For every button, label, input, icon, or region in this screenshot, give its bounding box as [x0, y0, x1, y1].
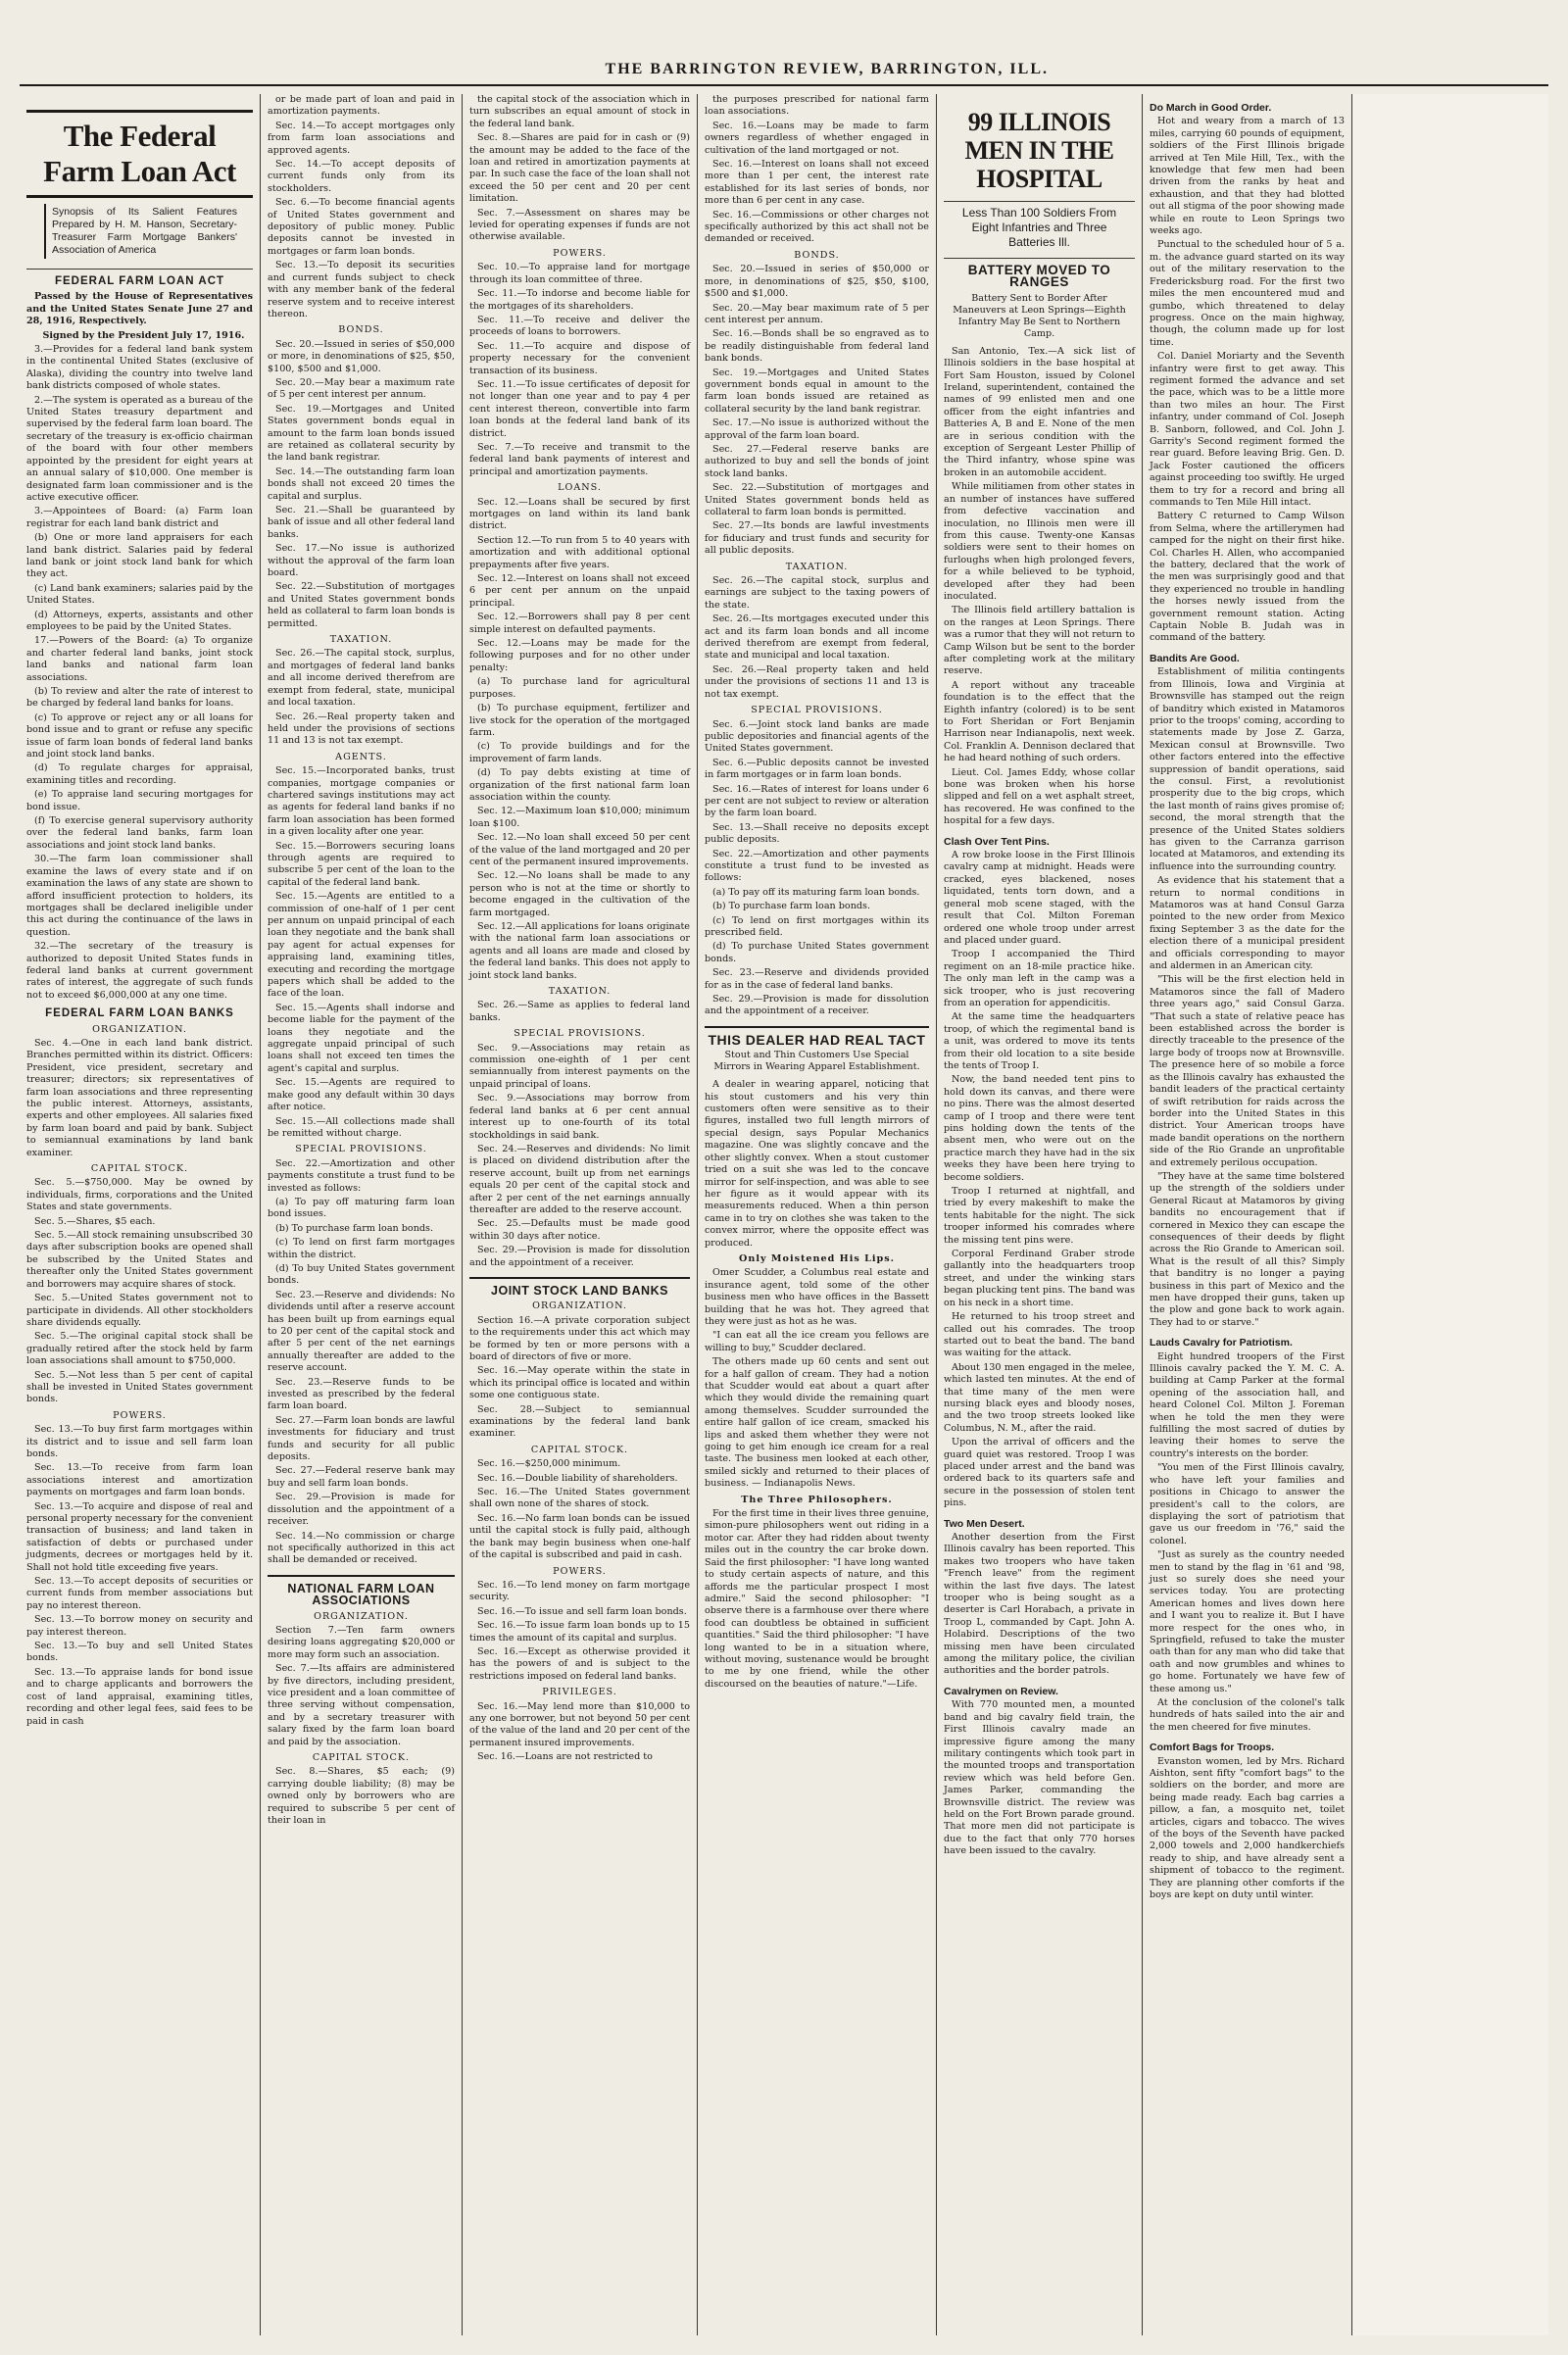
- column-1: [20, 94, 261, 2335]
- paragraph: Upon the arrival of officers and the guard quiet was restored. Troop I was placed under arrest and the band was ordered back to its quarters safe and secure in the possession of stolen tent pins.: [944, 1437, 1135, 1509]
- paragraph: (c) To lend on first mortgages within its prescribed field.: [705, 914, 929, 938]
- paragraph: Sec. 29.—Provision is made for dissolution and the appointment of a receiver.: [705, 994, 929, 1017]
- joint-capital-heading: CAPITAL STOCK.: [530, 1444, 629, 1455]
- paragraph: Sec. 13.—To appraise lands for bond issue and to charge applicants and borrowers the cost of land appraisal, examining titles, recording and other legal fees, said fees to be paid in cash: [26, 1666, 253, 1727]
- paragraph: At the conclusion of the colonel's talk hundreds of hats sailed into the air and the men cheered for five minutes.: [1150, 1697, 1345, 1733]
- paragraph: Sec. 12.—No loan shall exceed 50 per cent of the value of the land mortgaged and 20 per cent of the permanent insured improvements.: [469, 832, 690, 867]
- paragraph: Sec. 11.—To acquire and dispose of property necessary for the convenient transaction of its business.: [469, 340, 690, 376]
- paragraph: "They have at the same time bolstered up the strength of the soldiers under General Ricaut at Matamoros by giving bandits no encouragement that if cornered in Mexico they can escape the consequences of their deeds by flight across the Rio Grande to American soil. What is the result of all this? Simply that banditry is no longer a paying business in this part of Mexico and the men have dropped their guns, taken up the plow and gone back to work again. They had to or starve.": [1150, 1170, 1345, 1328]
- paragraph: Battery C returned to Camp Wilson from Selma, where the artillerymen had camped for the night on their first hike. Col. Charles H. Allen, who accompanied the battery, declared that the work of the men was surprisingly good and that they experienced no trouble in handling the horses newly issued from the government remount station. Acting Captain Noble B. Judah was in command of the battery.: [1150, 511, 1345, 644]
- associations-heading: NATIONAL FARM LOAN ASSOCIATIONS: [268, 1575, 455, 1607]
- paragraph: the capital stock of the association which in turn subscribes an equal amount of stock in the federal land bank.: [469, 94, 690, 129]
- paragraph: Corporal Ferdinand Graber strode gallantly into the headquarters troop street, and under the winking stars began plucking tent pins. The band was on his neck in a short time.: [944, 1249, 1135, 1308]
- paragraph: the purposes prescribed for national farm loan associations.: [705, 94, 929, 118]
- march-heading: Do March in Good Order.: [1150, 102, 1272, 114]
- paragraph: Sec. 10.—To appraise land for mortgage through its loan committee of three.: [469, 262, 690, 285]
- paragraph: Sec. 13.—To acquire and dispose of real and personal property necessary for the convenient transaction of business; and land taken in satisfaction of debts or purchased under judgments, decrees or mortgages held by it. Shall not hold title exceeding five years.: [26, 1500, 253, 1573]
- review-heading: Cavalrymen on Review.: [944, 1685, 1058, 1697]
- paragraph: (d) To purchase United States government bonds.: [705, 941, 929, 964]
- paragraph: Col. Daniel Moriarty and the Seventh infantry were first to get away. This regiment formed the advance and set the pace, which was to be a little more than two miles an hour. The First infantry, under command of Col. Joseph B. Sanborn, followed, and Col. John J. Garrity's Second regiment formed the rear guard. Before leaving Brig. Gen. D. Jack Foster cautioned the officers against proceeding too swiftly. He urged them to try for a record and bring all commands to Ten Mile Hill intact.: [1150, 351, 1345, 508]
- paragraph: Sec. 12.—Borrowers shall pay 8 per cent simple interest on defaulted payments.: [469, 612, 690, 635]
- col3-loans-paragraphs: [469, 497, 690, 982]
- paragraph: Sec. 19.—Mortgages and United States government bonds equal in amount to the farm loan bonds issued are retained as collateral security by the land bank registrar.: [268, 403, 455, 464]
- paragraph: Sec. 23.—Reserve and dividends: No dividends until after a reserve account has been built up from earnings equal to 20 per cent of the capital stock and after 5 per cent of the net earnings annually thereafter are added to the reserve account.: [268, 1289, 455, 1374]
- paragraph: Sec. 29.—Provision is made for dissolution and the appointment of a receiver.: [469, 1245, 690, 1268]
- paragraph: Sec. 22.—Amortization and other payments constitute a trust fund to be invested as follows:: [705, 848, 929, 884]
- col4-paragraphs: [705, 94, 929, 246]
- paragraph: Sec. 5.—$750,000. May be owned by individuals, firms, corporations and the United States and state governments.: [26, 1177, 253, 1213]
- joint-powers-paragraphs: [469, 1580, 690, 1683]
- paragraph: Sec. 5.—United States government not to participate in dividends. All other stockholders share dividends equally.: [26, 1293, 253, 1328]
- paragraph: Sec. 26.—Same as applies to federal land banks.: [469, 1000, 690, 1023]
- paragraph: For the first time in their lives three genuine, simon-pure philosophers went out riding in a motor car. After they had ridden about twenty miles out in the country the car broke down. Said the first philosopher: "I have long wanted to study certain aspects of nature, and this affords me the particular prospect I most admire." Said the second philosopher: "I observe there is a farmhouse over there where food can doubtless be obtained in sufficient quantities." Said the third philosopher: "I have long wanted to be in a situation where, without moving, sustenance would be brought to me by one friend, while the other discoursed on the beauties of nature."—Life.: [705, 1508, 929, 1690]
- lips-paragraphs: [705, 1267, 929, 1490]
- col2-special-paragraphs: [268, 1158, 455, 1567]
- paragraph: A report without any traceable foundation is to the effect that the Eighth infantry (colored) is to be sent to Fort Sheridan or Fort Benjamin Harrison near Indianapolis, next week. Col. Franklin A. Dennison declared that he had heard nothing of such orders.: [944, 679, 1135, 764]
- banks-org-heading: ORGANIZATION.: [92, 1023, 187, 1035]
- passed-note: Passed by the House of Representatives and the United States Senate June 27 and 28, 1916, Respectively.: [26, 291, 253, 327]
- dealer-deck: Stout and Thin Customers Use Special Mirrors in Wearing Apparel Establishment.: [713, 1050, 920, 1073]
- philosophers-heading: The Three Philosophers.: [741, 1494, 893, 1505]
- paragraph: About 130 men engaged in the melee, which lasted ten minutes. At the end of that time many of the men were nursing black eyes and bloody noses, and the two troop streets looked like Columbus, N. M., after the raid.: [944, 1361, 1135, 1434]
- col4-taxation-heading: TAXATION.: [785, 561, 849, 572]
- paragraph: The others made up 60 cents and sent out for a half gallon of cream. They had a notion that Scudder would eat about a quart after which they would divide the remaining quart among themselves. Scudder surrounded the entire half gallon of ice cream, smacked his lips and asked them whether they were not going to get him enough ice cream for a real taste. The business men looked at each other, smiled sickly and returned to their places of business. — Indianapolis News.: [705, 1356, 929, 1490]
- paragraph: Sec. 27.—Farm loan bonds are lawful investments for fiduciary and trust funds and security for all public deposits.: [268, 1414, 455, 1463]
- associations-capital-heading: CAPITAL STOCK.: [312, 1752, 411, 1763]
- paragraph: (a) To pay off its maturing farm loan bonds.: [712, 886, 920, 898]
- paragraph: Sec. 14.—No commission or charge not specifically authorized in this act shall be demanded or received.: [268, 1530, 455, 1566]
- joint-paragraphs: [469, 1315, 690, 1441]
- paragraph: With 770 mounted men, a mounted band and big cavalry field train, the First Illinois cavalry made an impressive figure among the many military contingents which took part in the mounted troops and transportation review which was held before Gen. James Parker, commanding the Brownsville district. The review was held on the Fort Brown parade ground. That more men did not participate is due to the fact that only 770 horses have been issued to the cavalry.: [944, 1699, 1135, 1857]
- paragraph: Sec. 16.—Loans are not restricted to: [477, 1751, 653, 1763]
- paragraph: At the same time the headquarters troop, of which the regimental band is a unit, was ordered to move its tents from their old location to a site beside the tents of Troop I.: [944, 1011, 1135, 1071]
- paragraph: Omer Scudder, a Columbus real estate and insurance agent, told some of the other business men who have offices in the Bassett building that he was hot. They agreed that they were just as hot as he was.: [705, 1267, 929, 1327]
- hospital-headline: 99 ILLINOIS MEN IN THE HOSPITAL: [964, 108, 1114, 193]
- paragraph: (c) To provide buildings and for the improvement of farm lands.: [469, 741, 690, 764]
- paragraph: Sec. 16.—Except as otherwise provided it has the powers of and is subject to the restrictions imposed on federal land banks.: [469, 1645, 690, 1682]
- paragraph: He returned to his troop street and called out his comrades. The troop started out to beat the band. The band was waiting for the attack.: [944, 1311, 1135, 1359]
- paragraph: Lieut. Col. James Eddy, whose collar bone was broken when his horse slipped and fell on a wet asphalt street, has recovered. He was confined to the hospital for a few days.: [944, 766, 1135, 827]
- paragraph: Sec. 27.—Its bonds are lawful investments for fiduciary and trust funds and security for all public deposits.: [705, 520, 929, 557]
- paragraph: Sec. 24.—Reserves and dividends: No limit is placed on dividend distribution after the reserve account, built up from net earnings equals 20 per cent of the capital stock and after 2 per cent of the net earnings annually thereafter are added to the reserve account.: [469, 1143, 690, 1215]
- dealer-paragraphs: [705, 1079, 929, 1250]
- paragraph: Sec. 15.—Agents are required to make good any default within 30 days after notice.: [268, 1077, 455, 1113]
- paragraph: Sec. 15.—Agents shall indorse and become liable for the payment of the loans they negotiate and the aggregate unpaid principal of such loans shall not exceed ten times the agent's capital and surplus.: [268, 1002, 455, 1074]
- paragraph: Sec. 20.—May bear a maximum rate of 5 per cent interest per annum.: [268, 376, 455, 401]
- joint-org-heading: ORGANIZATION.: [532, 1300, 627, 1312]
- column-6: [1143, 94, 1352, 2335]
- paragraph: 3.—Provides for a federal land bank system in the continental United States (exclusive of Alaska), dividing the country into twelve land bank districts composed of whole states.: [26, 344, 253, 392]
- paragraph: (e) To appraise land securing mortgages for bond issue.: [26, 789, 253, 812]
- paragraph: Sec. 22.—Substitution of mortgages and United States government bonds held as collateral to farm loan bonds is permitted.: [705, 482, 929, 517]
- paragraph: "This will be the first election held in Matamoros since the fall of Madero three years ago," said Consul Garza. "That such a state of relative peace has been established across the border is directly traceable to the presence of the large body of troops now at Brownsville. The presence here of so mobile a force as the Illinois cavalry has exhausted the bandit leaders of the practical certainty of swift retribution for raids across the border into the United States in this district. Your American troops have made bandit operations on the northern side of the Rio Grande an unprofitable and extremely perilous occupation.: [1150, 974, 1345, 1168]
- masthead: [20, 20, 1548, 86]
- paragraph: Eight hundred troopers of the First Illinois cavalry packed the Y. M. C. A. building at Camp Parker at the formal opening of the association hall, and heard Colonel Col. Milton J. Foreman when he told the men they were fulfilling the most sacred of duties by leaving their homes to serve the country's interests on the border.: [1150, 1350, 1345, 1459]
- paragraph: Sec. 13.—To buy first farm mortgages within its district and to issue and sell farm loan bonds.: [26, 1424, 253, 1459]
- paragraph: Another desertion from the First Illinois cavalry has been reported. This makes two troopers who have taken "French leave" from the regiment within the last five days. The latest trooper who is being sought as a deserter is Carl Horabach, a private in Troop L, commanded by Capt. John A. Holabird. Descriptions of the two missing men have been circulated among the military police, the civilian authorities and the border patrols.: [944, 1532, 1135, 1677]
- col4-bonds-heading: BONDS.: [794, 249, 840, 261]
- paragraph: Sec. 14.—To accept deposits of current funds only from its stockholders.: [268, 159, 455, 194]
- col3-loans-heading: LOANS.: [558, 482, 602, 494]
- comfort-paragraphs: [1150, 1756, 1345, 1902]
- article-synopsis: Synopsis of Its Salient Features Prepared by H. M. Hanson, Secretary-Treasurer Farm Mortgage Bankers' Association of America: [44, 204, 243, 259]
- paragraph: Sec. 12.—Loans may be made for the following purposes and for no other under penalty:: [469, 638, 690, 673]
- paragraph: Sec. 6.—Public deposits cannot be invested in farm mortgages or in farm loan bonds.: [705, 757, 929, 781]
- philosophers-paragraphs: [705, 1508, 929, 1691]
- article-title: The Federal Farm Loan Act: [26, 110, 253, 198]
- desert-heading: Two Men Desert.: [944, 1517, 1025, 1530]
- divider: [944, 201, 1135, 202]
- paragraph: (b) One or more land appraisers for each land bank district. Salaries paid by federal land bank or joint stock land bank for which they act.: [26, 532, 253, 580]
- paper-title: THE BARRINGTON REVIEW, BARRINGTON, ILL.: [605, 61, 1049, 77]
- paragraph: Sec. 25.—Defaults must be made good within 30 days after notice.: [469, 1218, 690, 1242]
- paragraph: A dealer in wearing apparel, noticing that his stout customers and his very thin customers often were sensitive as to their figures, installed two full length mirrors of special design, says Popular Mechanics magazine. One was slightly concave and the other slightly convex. When a stout customer tried on a suit she was led to the concave mirror for self-inspection, and was able to see her figure as it would appear with its measurements reduced. When a thin person came in to try on clothes she was taken to the convex mirror, where the opposite effect was produced.: [705, 1079, 929, 1249]
- paragraph: Sec. 4.—One in each land bank district. Branches permitted within its district. Officers: President, vice president, secretary and treasurer; directors; six representatives of farm loan associations and three representing the public interest. Attorneys, assistants, experts and other employees. All salaries fixed by farm loan board and paid by bank. Subject to semiannual examinations by land bank examiner.: [26, 1037, 253, 1158]
- paragraph: Sec. 16.—To issue farm loan bonds up to 15 times the amount of its capital and surplus.: [469, 1620, 690, 1644]
- paragraph: San Antonio, Tex.—A sick list of Illinois soldiers in the base hospital at Fort Sam Houston, issued by Colonel Ireland, superintendent, contained the names of 99 enlisted men and one officer from the eight infantries and Batteries A, B and E. None of the men are in serious condition with the exception of Sergeant Lester Phillip of the Third infantry, whose spine was broken in an automobile accident.: [944, 345, 1135, 478]
- paragraph: Sec. 12.—All applications for loans originate with the national farm loan associations or agents and all loans are made and closed by the federal land banks. This does not apply to joint stock land banks.: [469, 921, 690, 981]
- column-3: [463, 94, 698, 2335]
- col3-taxation-heading: TAXATION.: [548, 986, 612, 998]
- paragraph: "Just as surely as the country needed men to stand by the flag in '61 and '98, just so surely does she need your services today. You are protecting American homes and lives down here and I want you to realize it. But I have more respect for the ones who, in Springfield, refused to take the muster oath than for any man who did take that oath and now grumbles and whines to go home. Fortunately we have few of these among us.": [1150, 1549, 1345, 1694]
- col2-taxation-heading: TAXATION.: [329, 634, 393, 646]
- paragraph: Sec. 11.—To indorse and become liable for the mortgages of its shareholders.: [469, 288, 690, 312]
- paragraph: Sec. 16.—Interest on loans shall not exceed more than 1 per cent, the interest rate established for its last series of bonds, nor more than 6 per cent in any case.: [705, 159, 929, 207]
- paragraph: (d) To buy United States government bonds.: [268, 1262, 455, 1287]
- newspaper-page: [20, 20, 1548, 2335]
- paragraph: (d) To pay debts existing at time of organization of the first national farm loan association within the county.: [469, 767, 690, 803]
- paragraph: While militiamen from other states in an number of instances have suffered from defective vaccination and inoculation, no Illinois men were ill from this cause. Twenty-one Kansas soldiers were sent to their homes on furloughs when high prolonged fevers, for a while believed to be typhoid, developed after they had been inoculated.: [944, 481, 1135, 602]
- paragraph: Sec. 16.—Bonds shall be so engraved as to be readily distinguishable from federal land bank bonds.: [705, 328, 929, 365]
- paragraph: Sec. 12.—Maximum loan $10,000; minimum loan $100.: [469, 806, 690, 829]
- desert-paragraphs: [944, 1532, 1135, 1678]
- paragraph: "I can eat all the ice cream you fellows are willing to buy," Scudder declared.: [705, 1330, 929, 1353]
- col3-paragraphs: [469, 94, 690, 244]
- paragraph: Establishment of militia contingents from Illinois, Iowa and Virginia at Brownsville has stamped out the reign of banditry which existed in Matamoros prior to the troops' coming, according to statements made by Jose Z. Garza, Mexican consul at Brownsville. Two other factors entered into the effective suppression of bandit operations, said the consul. First, a revolutionist prosperity due to the big crops, which the last month of rains gives promise of; second, the moral strength that the presence of the United States soldiers has given to the Carranza garrison located at Matamoros, and extending its influence into the surrounding country.: [1150, 666, 1345, 872]
- march-paragraphs: [1150, 116, 1345, 644]
- column-4: [698, 94, 937, 2335]
- paragraph: or be made part of loan and paid in amortization payments.: [268, 94, 455, 118]
- paragraph: Sec. 29.—Provision is made for dissolution and the appointment of a receiver.: [268, 1492, 455, 1528]
- paragraph: Sec. 16.—Loans may be made to farm owners regardless of whether engaged in cultivation of the land mortgaged or not.: [705, 120, 929, 156]
- battery-deck: Battery Sent to Border After Maneuvers at Leon Springs—Eighth Infantry May Be Sent to Northern Camp.: [953, 292, 1126, 339]
- divider: [944, 258, 1135, 259]
- paragraph: Punctual to the scheduled hour of 5 a. m. the advance guard started on its way out of the military reservation to the Fredericksburg road. For the first two miles the men encountered mud and gumbo, which threatened to delay progress. Once on the main highway, though, the column made up for lost time.: [1150, 239, 1345, 348]
- paragraph: Sec. 7.—Assessment on shares may be levied for operating expenses if funds are not otherwise available.: [469, 207, 690, 243]
- column-5: [937, 94, 1143, 2335]
- paragraph: Sec. 19.—Mortgages and United States government bonds equal in amount to the farm loan bonds issued are retained as collateral security by the land bank registrar.: [705, 367, 929, 415]
- dealer-headline: THIS DEALER HAD REAL TACT: [705, 1026, 929, 1046]
- col3-special-paragraphs: [469, 1043, 690, 1269]
- paragraph: Sec. 7.—Its affairs are administered by five directors, including president, vice president and a loan committee of three serving without compensation, and by a secretary treasurer with salary fixed by the farm loan board and paid by the association.: [268, 1663, 455, 1747]
- banks-powers-heading: POWERS.: [113, 1409, 167, 1421]
- paragraph: Sec. 26.—The capital stock, surplus and earnings are subject to the taxing powers of the state.: [705, 575, 929, 611]
- col2-paragraphs: [268, 94, 455, 320]
- paragraph: (c) Land bank examiners; salaries paid by the United States.: [26, 582, 253, 607]
- paragraph: Sec. 6.—To become financial agents of United States government and depository of public money. Public deposits cannot be invested in mortgages or farm loan bonds.: [268, 197, 455, 257]
- column-7-margin: [1352, 94, 1548, 2335]
- paragraph: Sec. 23.—Reserve and dividends provided for as in the case of federal land banks.: [705, 967, 929, 991]
- paragraph: Sec. 9.—Associations may retain as commission one-eighth of 1 per cent semiannually from interest payments on the unpaid principal of loans.: [469, 1042, 690, 1090]
- paragraph: Sec. 16.—Commissions or other charges not specifically authorized by this act shall not be demanded or received.: [705, 209, 929, 245]
- paragraph: Sec. 26.—Its mortgages executed under this act and its farm loan bonds and all income derived therefrom are exempt from federal, state and municipal and local taxation.: [705, 613, 929, 662]
- paragraph: Sec. 13.—To receive from farm loan associations interest and amortization payments on mortgages and farm loan bonds.: [26, 1462, 253, 1498]
- col3-special-heading: SPECIAL PROVISIONS.: [514, 1028, 646, 1040]
- paragraph: (b) To purchase equipment, fertilizer and live stock for the operation of the mortgaged farm.: [469, 703, 690, 738]
- paragraph: Sec. 26.—Real property taken and held under the provisions of sections 11 and 13 is not tax exempt.: [705, 663, 929, 700]
- paragraph: Sec. 12.—Interest on loans shall not exceed 6 per cent per annum on the unpaid principal.: [469, 573, 690, 609]
- paragraph: Sec. 22.—Substitution of mortgages and United States government bonds held as collateral to farm loan bonds is permitted.: [268, 581, 455, 629]
- paragraph: Sec. 16.—No farm loan bonds can be issued until the capital stock is fully paid, although the bank may begin business when one-half of the capital is subscribed and paid in cash.: [469, 1512, 690, 1561]
- paragraph: 17.—Powers of the Board: (a) To organize and charter federal land banks, joint stock land banks and national farm loan associations.: [26, 635, 253, 683]
- lauds-paragraphs: [1150, 1351, 1345, 1735]
- paragraph: (a) To purchase land for agricultural purposes.: [469, 676, 690, 700]
- paragraph: Sec. 26.—Real property taken and held under the provisions of sections 11 and 13 is not tax exempt.: [268, 711, 455, 747]
- paragraph: 30.—The farm loan commissioner shall examine the laws of every state and if on examination the laws of any state are shown to afford insufficient protection to holders, its mortgages shall be declared ineligible under this act during the continuance of the laws in question.: [26, 854, 253, 938]
- col2-special-heading: SPECIAL PROVISIONS.: [295, 1144, 427, 1155]
- paragraph: Sec. 26.—The capital stock, surplus, and mortgages of federal land banks and all income derived therefrom are exempt from federal, state, municipal and local taxation.: [268, 648, 455, 709]
- paragraph: Sec. 27.—Federal reserve banks are authorized to buy and sell the bonds of joint stock land banks.: [705, 443, 929, 479]
- paragraph: Sec. 7.—To receive and transmit to the federal land bank payments of interest and principal and amortization payments.: [469, 441, 690, 477]
- paragraph: (f) To exercise general supervisory authority over the federal land banks, farm loan associations and joint stock land banks.: [26, 815, 253, 851]
- paragraph: Section 7.—Ten farm owners desiring loans aggregating $20,000 or more may form such an association.: [268, 1624, 455, 1660]
- paragraph: Sec. 6.—Joint stock land banks are made public depositories and financial agents of the United States government.: [705, 718, 929, 755]
- lauds-heading: Lauds Cavalry for Patriotism.: [1150, 1337, 1293, 1349]
- associations-paragraphs: [268, 1625, 455, 1748]
- col2-agents-heading: AGENTS.: [335, 751, 387, 762]
- col4-special-heading: SPECIAL PROVISIONS.: [751, 705, 883, 716]
- paragraph: Sec. 16.—Double liability of shareholders.: [477, 1472, 678, 1484]
- paragraph: Sec. 15.—Borrowers securing loans through agents are required to subscribe 5 per cent of the loan to the capital of the federal land bank.: [268, 840, 455, 888]
- paragraph: Sec. 13.—Shall receive no deposits except public deposits.: [705, 821, 929, 846]
- paragraph: (c) To approve or reject any or all loans for bond issue and to grant or refuse any specific issue of farm loan bonds of federal land banks and joint stock land banks.: [26, 711, 253, 760]
- paragraph: Now, the band needed tent pins to hold down its canvas, and there were no pins. There was the almost deserted camp of I troop and there were tent pins holding down the tents of the absent men, who were out on the practice march they have had in the six weeks they have been here trying to become soldiers.: [944, 1074, 1135, 1183]
- paragraph: 3.—Appointees of Board: (a) Farm loan registrar for each land bank district and: [26, 506, 253, 529]
- paragraph: 2.—The system is operated as a bureau of the United States treasury department and supervised by the federal farm loan board. The secretary of the treasury is ex-officio chairman of the board with four other members appointed by the president for eight years at an annual salary of $10,000. One member is designated farm loan commissioner and is the active executive officer.: [26, 394, 253, 503]
- associations-org-heading: ORGANIZATION.: [314, 1610, 409, 1622]
- paragraph: Sec. 5.—Shares, $5 each.: [34, 1215, 156, 1227]
- paragraph: (c) To lend on first farm mortgages within the district.: [268, 1237, 455, 1260]
- paragraph: Sec. 11.—To issue certificates of deposit for not longer than one year and to pay 4 per cent interest thereon, convertible into farm loan bonds at the federal land bank of its district.: [469, 378, 690, 439]
- paragraph: Sec. 20.—Issued in series of $50,000 or more, in denominations of $25, $50, $100, $500 and $1,000.: [705, 264, 929, 300]
- paragraph: Sec. 11.—To receive and deliver the proceeds of loans to borrowers.: [469, 314, 690, 338]
- paragraph: Section 16.—A private corporation subject to the requirements under this act which may be formed by ten or more persons with a board of directors of five or more.: [469, 1314, 690, 1362]
- paragraph: Sec. 14.—To accept mortgages only from farm loan associations and approved agents.: [268, 120, 455, 156]
- paragraph: Sec. 13.—To buy and sell United States bonds.: [26, 1641, 253, 1664]
- paragraph: The Illinois field artillery battalion is on the ranges at Leon Springs. There was a rumor that they will not return to Camp Wilson but be sent to the border after completing work at the military reserve.: [944, 605, 1135, 677]
- paragraph: (b) To review and alter the rate of interest to be charged by federal land banks for loans.: [26, 686, 253, 710]
- signed-note: Signed by the President July 17, 1916.: [42, 329, 245, 341]
- paragraph: (b) To purchase farm loan bonds.: [712, 901, 870, 912]
- paragraph: Sec. 15.—Agents are entitled to a commission of one-half of 1 per cent per annum on unpaid principal of each loan they negotiate and the bank shall pay agent for actual expenses for appraising land, examining titles, executing and recording the mortgage papers which shall be added to the face of the loan.: [268, 891, 455, 1000]
- paragraph: Sec. 14.—The outstanding farm loan bonds shall not exceed 20 times the capital and surplus.: [268, 466, 455, 502]
- col4-taxation-paragraphs: [705, 575, 929, 701]
- paragraph: Sec. 16.—Rates of interest for loans under 6 per cent are not subject to review or alteration by the farm loan board.: [705, 783, 929, 819]
- paragraph: Sec. 5.—The original capital stock shall be gradually retired after the stock held by farm loan associations shall amount to $750,000.: [26, 1331, 253, 1367]
- paragraph: Sec. 20.—Issued in series of $50,000 or more, in denominations of $25, $50, $100, $500 and $1,000.: [268, 338, 455, 374]
- bandits-heading: Bandits Are Good.: [1150, 652, 1240, 664]
- paragraph: Troop I returned at nightfall, and tried by every makeshift to make the tents habitable for the night. The sick trooper informed his comrades where the missing tent pins were.: [944, 1186, 1135, 1246]
- paragraph: "You men of the First Illinois cavalry, who have left your families and positions in Chicago to answer the president's call to the colors, are displaying the sort of patriotism that gave us our freedom in '76," said the colonel.: [1150, 1462, 1345, 1546]
- paragraph: Sec. 20.—May bear maximum rate of 5 per cent interest per annum.: [705, 302, 929, 325]
- comfort-heading: Comfort Bags for Troops.: [1150, 1742, 1275, 1754]
- paragraph: Sec. 16.—May operate within the state in which its principal office is located and within some one contiguous state.: [469, 1365, 690, 1401]
- paragraph: Sec. 5.—All stock remaining unsubscribed 30 days after subscription books are opened shall be subscribed by the United States and thereafter only the United States government and borrowers may acquire shares of stock.: [26, 1230, 253, 1290]
- col4-bonds-paragraphs: [705, 264, 929, 557]
- paragraph: Sec. 28.—Subject to semiannual examinations by the federal land bank examiner.: [469, 1403, 690, 1440]
- paragraph: 32.—The secretary of the treasury is authorized to deposit United States funds in federal land banks at current government rates of interest, the aggregate of such funds not to exceed $6,000,000 at any one time.: [26, 941, 253, 1001]
- paragraph: Sec. 8.—Shares, $5 each; (9) carrying double liability; (8) may be owned only by borrowers who are required to subscribe 5 per cent of their loan in: [268, 1766, 455, 1827]
- banks-powers-paragraphs: [26, 1424, 253, 1728]
- col2-taxation-paragraphs: [268, 648, 455, 747]
- paragraph: Sec. 17.—No issue is authorized without the approval of the farm loan board.: [705, 417, 929, 441]
- battery-headline: BATTERY MOVED TO RANGES: [967, 263, 1111, 290]
- section-heading: FEDERAL FARM LOAN ACT: [54, 275, 225, 287]
- paragraph: Sec. 23.—Reserve funds to be invested as prescribed by the federal farm loan board.: [268, 1376, 455, 1412]
- paragraph: Sec. 16.—$250,000 minimum.: [477, 1458, 621, 1470]
- joint-privileges-paragraphs: [469, 1701, 690, 1764]
- paragraph: Sec. 27.—Federal reserve bank may buy and sell farm loan bonds.: [268, 1465, 455, 1489]
- review-paragraphs: [944, 1699, 1135, 1857]
- banks-capital-paragraphs: [26, 1177, 253, 1405]
- lips-heading: Only Moistened His Lips.: [739, 1252, 895, 1264]
- paragraph: Sec. 16.—The United States government shall own none of the shares of stock.: [469, 1487, 690, 1510]
- paragraph: A row broke loose in the First Illinois cavalry camp at midnight. Heads were cracked, eyes blackened, noses liquidated, tents torn down, and a general mob scene staged, with the result that Col. Milton Foreman ordered one whole troop under arrest and placed under guard.: [944, 850, 1135, 946]
- paragraph: Sec. 21.—Shall be guaranteed by bank of issue and all other federal land banks.: [268, 505, 455, 540]
- paragraph: (d) Attorneys, experts, assistants and other employees to be paid by the United States.: [26, 609, 253, 632]
- col2-bonds-paragraphs: [268, 339, 455, 630]
- clash-paragraphs: [944, 850, 1135, 1510]
- paragraph: Sec. 16.—May lend more than $10,000 to any one borrower, but not beyond 50 per cent of the value of the land and 20 per cent of the permanent insured improvements.: [469, 1700, 690, 1748]
- joint-privileges-heading: PRIVILEGES.: [542, 1687, 617, 1698]
- paragraph: Sec. 16.—To lend money on farm mortgage security.: [469, 1579, 690, 1603]
- col4-special-paragraphs: [705, 719, 929, 1018]
- paragraph: Sec. 13.—To accept deposits of securities or current funds from member associations but pay no interest thereon.: [26, 1576, 253, 1611]
- paragraph: Sec. 22.—Amortization and other payments constitute a trust fund to be invested as follows:: [268, 1157, 455, 1194]
- columns: [20, 94, 1548, 2335]
- col2-agents-paragraphs: [268, 765, 455, 1140]
- col3-powers-paragraphs: [469, 262, 690, 478]
- joint-powers-heading: POWERS.: [553, 1565, 607, 1577]
- paragraph: Sec. 12.—No loans shall be made to any person who is not at the time or shortly to become engaged in the cultivation of the farm mortgaged.: [469, 870, 690, 918]
- paragraph: Sec. 16.—To issue and sell farm loan bonds.: [477, 1605, 687, 1617]
- paragraph: (d) To regulate charges for appraisal, examining titles and recording.: [26, 762, 253, 786]
- col3-powers-heading: POWERS.: [553, 247, 607, 259]
- paragraph: Hot and weary from a march of 13 miles, carrying 60 pounds of equipment, soldiers of the First Illinois brigade arrived at Ten Mile Hill, Tex., with the knowledge that few men had been driven from the ranks by heat and exhaustion, and that they had blotted out all stigma of the poor showing made while en route to Leon Springs two weeks ago.: [1150, 116, 1345, 237]
- banks-heading: FEDERAL FARM LOAN BANKS: [45, 1007, 234, 1020]
- hospital-deck: Less Than 100 Soldiers From Eight Infantries and Three Batteries Ill.: [961, 206, 1117, 249]
- banks-paragraphs: [26, 1038, 253, 1159]
- paragraph: Sec. 13.—To borrow money on security and pay interest thereon.: [26, 1614, 253, 1638]
- paragraph: Evanston women, led by Mrs. Richard Aishton, sent fifty "comfort bags" to the soldiers on the border, and more are being made ready. Each bag carries a pillow, a fan, a mosquito net, toilet articles, cigars and tobacco. The wives of the boys of the Seventh have packed 2,000 towels and 2,000 handkerchiefs ready to ship, and have already sent a shipment of tobacco to the regiment. They are planning other comforts if the boys are kept on duty until winter.: [1150, 1755, 1345, 1901]
- paragraph: (a) To pay off maturing farm loan bond issues.: [268, 1196, 455, 1220]
- column-2: [261, 94, 463, 2335]
- paragraph: Sec. 15.—Incorporated banks, trust companies, mortgage companies or chartered savings institutions may act as agents for federal land banks if no farm loan association has been formed in a given locality after one year.: [268, 765, 455, 838]
- paragraph: Sec. 5.—Not less than 5 per cent of capital shall be invested in United States government bonds.: [26, 1369, 253, 1405]
- paragraph: Sec. 17.—No issue is authorized without the approval of the farm loan board.: [268, 543, 455, 579]
- paragraph: Sec. 15.—All collections made shall be remitted without charge.: [268, 1115, 455, 1139]
- banks-capital-heading: CAPITAL STOCK.: [90, 1163, 189, 1175]
- joint-stock-heading: JOINT STOCK LAND BANKS: [469, 1277, 690, 1297]
- col2-bonds-heading: BONDS.: [338, 324, 384, 336]
- joint-capital-paragraphs: [469, 1458, 690, 1561]
- bandits-paragraphs: [1150, 666, 1345, 1329]
- paragraph: Sec. 13.—To deposit its securities and current funds subject to check with any member bank of the federal reserve system and to receive interest thereon.: [268, 260, 455, 319]
- associations-capital-paragraphs: [268, 1766, 455, 1827]
- paragraph: Sec. 12.—Loans shall be secured by first mortgages on land within its land bank district.: [469, 496, 690, 532]
- paragraph: (b) To purchase farm loan bonds.: [275, 1222, 433, 1234]
- paragraph: Section 12.—To run from 5 to 40 years with amortization and with additional optional prepayments after five years.: [469, 534, 690, 570]
- paragraph: Sec. 9.—Associations may borrow from federal land banks at 6 per cent annual interest up to one-fourth of its total stockholdings in said bank.: [469, 1093, 690, 1141]
- hospital-paragraphs: [944, 346, 1135, 828]
- paragraph: As evidence that his statement that a return to normal conditions in Matamoros was at hand Consul Garza pointed to the new order from Mexico fixing September 3 as the date for the election there of a municipal president and officials corresponding to mayor and aldermen in an American city.: [1150, 875, 1345, 972]
- clash-heading: Clash Over Tent Pins.: [944, 835, 1050, 848]
- paragraph: Sec. 8.—Shares are paid for in cash or (9) the amount may be added to the face of the loan and retired in amortization payments at par. In such case the face of the loan shall not exceed the 50 per cent and 20 per cent limitation.: [469, 132, 690, 205]
- col3-taxation-paragraphs: [469, 1000, 690, 1024]
- paragraph: Troop I accompanied the Third regiment on an 18-mile practice hike. The only man left in the camp was a sick trooper, who is just recovering from an operation for appendicitis.: [944, 949, 1135, 1008]
- divider: [26, 269, 253, 270]
- act-paragraphs: [26, 344, 253, 1002]
